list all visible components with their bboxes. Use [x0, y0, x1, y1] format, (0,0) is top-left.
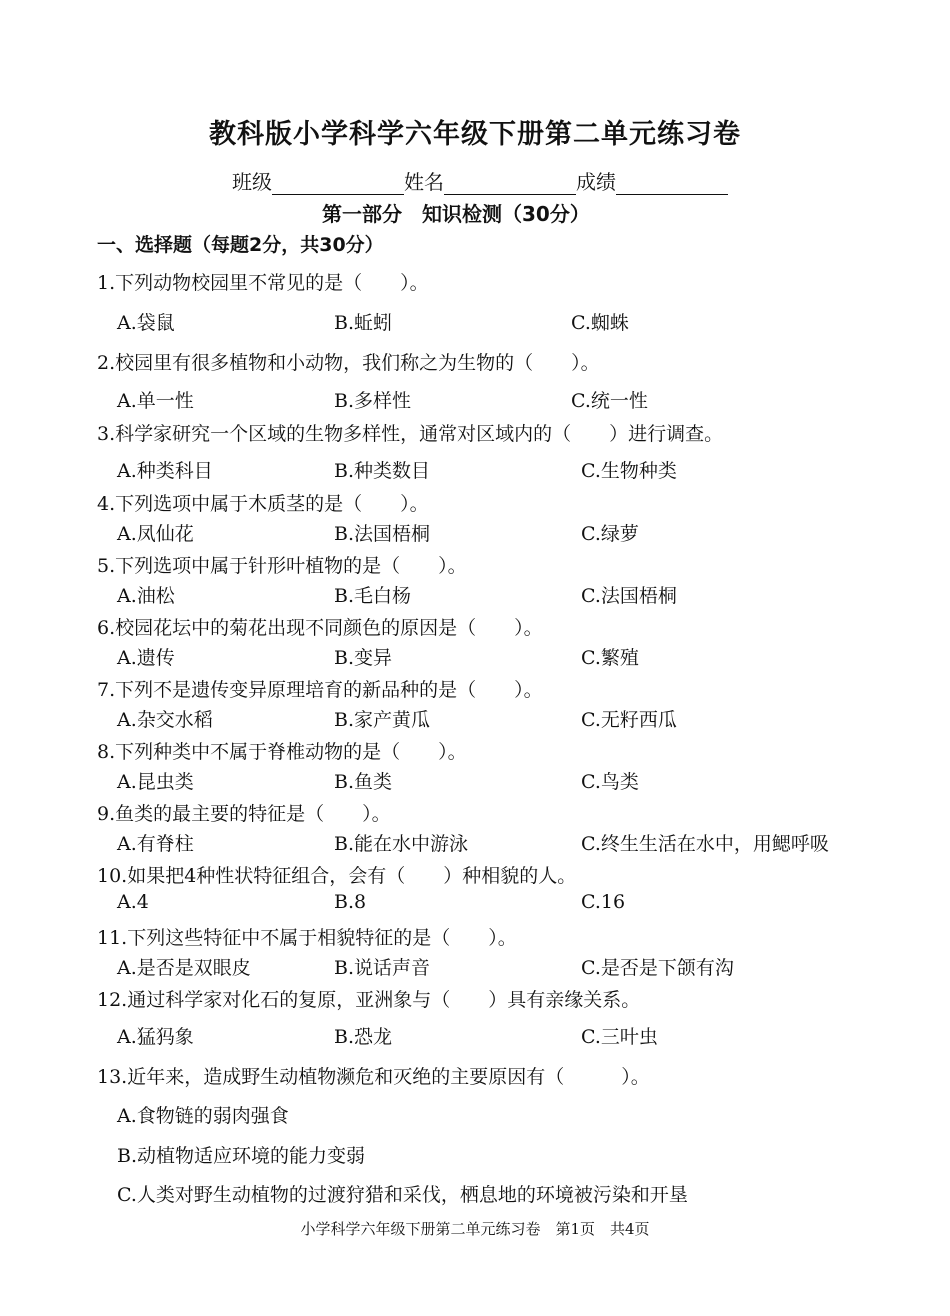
- option-a[interactable]: A.种类科目: [117, 460, 213, 482]
- option-c[interactable]: C.繁殖: [581, 647, 639, 669]
- option-b[interactable]: B.变异: [334, 647, 393, 669]
- page-footer: 小学科学六年级下册第二单元练习卷 第1页 共4页: [300, 1220, 650, 1238]
- question-stem: 8.下列种类中不属于脊椎动物的是（ ）。: [97, 741, 467, 763]
- option-b[interactable]: B.8: [334, 891, 367, 913]
- option-b[interactable]: B.能在水中游泳: [334, 833, 469, 855]
- student-info-line: [232, 166, 728, 195]
- option-b[interactable]: B.法国梧桐: [334, 523, 431, 545]
- option-b[interactable]: B.种类数目: [334, 460, 431, 482]
- question-stem: 12.通过科学家对化石的复原，亚洲象与（ ）具有亲缘关系。: [97, 989, 641, 1011]
- option-a[interactable]: A.昆虫类: [117, 771, 194, 793]
- name-label: 姓名: [404, 170, 444, 194]
- option-a[interactable]: A.杂交水稻: [117, 709, 213, 731]
- section-heading: 一、选择题（每题2分，共30分）: [97, 234, 384, 256]
- option-b[interactable]: B.蚯蚓: [334, 312, 393, 334]
- question-stem: 1.下列动物校园里不常见的是（ ）。: [97, 272, 429, 294]
- question-stem: 13.近年来，造成野生动植物濒危和灭绝的主要原因有（ ）。: [97, 1066, 650, 1088]
- question-stem: 10.如果把4种性状特征组合，会有（ ）种相貌的人。: [97, 865, 577, 887]
- option-c[interactable]: C.是否是下颌有沟: [581, 957, 734, 979]
- option-c[interactable]: C.鸟类: [581, 771, 639, 793]
- option-b[interactable]: B.鱼类: [334, 771, 393, 793]
- name-blank[interactable]: [444, 172, 576, 195]
- question-stem: 11.下列这些特征中不属于相貌特征的是（ ）。: [97, 927, 517, 949]
- question-stem: 3.科学家研究一个区域的生物多样性，通常对区域内的（ ）进行调查。: [97, 423, 724, 445]
- option-a[interactable]: A.4: [117, 891, 149, 913]
- part-heading: 第一部分 知识检测（30分）: [322, 202, 590, 226]
- option-c[interactable]: C.法国梧桐: [581, 585, 677, 607]
- option-c[interactable]: C.三叶虫: [581, 1026, 658, 1048]
- question-stem: 4.下列选项中属于木质茎的是（ ）。: [97, 493, 429, 515]
- option-a[interactable]: A.遗传: [117, 647, 175, 669]
- option-a[interactable]: A.油松: [117, 585, 175, 607]
- option-c[interactable]: C.生物种类: [581, 460, 677, 482]
- option-b[interactable]: B.多样性: [334, 390, 412, 412]
- option-a[interactable]: A.袋鼠: [117, 312, 175, 334]
- option-a[interactable]: A.单一性: [117, 390, 194, 412]
- question-stem: 5.下列选项中属于针形叶植物的是（ ）。: [97, 555, 467, 577]
- option-a[interactable]: A.是否是双眼皮: [117, 957, 251, 979]
- question-stem: 9.鱼类的最主要的特征是（ ）。: [97, 803, 391, 825]
- class-label: 班级: [232, 170, 272, 194]
- option-c[interactable]: C.统一性: [571, 390, 648, 412]
- option-b[interactable]: B.恐龙: [334, 1026, 393, 1048]
- option-a[interactable]: A.有脊柱: [117, 833, 194, 855]
- question-stem: 7.下列不是遗传变异原理培育的新品种的是（ ）。: [97, 679, 543, 701]
- option-c[interactable]: C.绿萝: [581, 523, 639, 545]
- option-c[interactable]: C.终生生活在水中，用鳃呼吸: [581, 833, 829, 855]
- option-b[interactable]: B.动植物适应环境的能力变弱: [117, 1145, 366, 1167]
- page-title: 教科版小学科学六年级下册第二单元练习卷: [209, 119, 741, 150]
- question-stem: 2.校园里有很多植物和小动物，我们称之为生物的（ ）。: [97, 352, 600, 374]
- class-blank[interactable]: [272, 172, 404, 195]
- option-b[interactable]: B.毛白杨: [334, 585, 412, 607]
- option-c[interactable]: C.蜘蛛: [571, 312, 629, 334]
- score-label: 成绩: [576, 170, 616, 194]
- option-a[interactable]: A.食物链的弱肉强食: [117, 1105, 289, 1127]
- option-c[interactable]: C.无籽西瓜: [581, 709, 677, 731]
- question-stem: 6.校园花坛中的菊花出现不同颜色的原因是（ ）。: [97, 617, 543, 639]
- score-blank[interactable]: [616, 172, 728, 195]
- option-b[interactable]: B.说话声音: [334, 957, 431, 979]
- option-a[interactable]: A.猛犸象: [117, 1026, 194, 1048]
- option-c[interactable]: C.人类对野生动植物的过渡狩猎和采伐，栖息地的环境被污染和开垦: [117, 1184, 688, 1206]
- option-b[interactable]: B.家产黄瓜: [334, 709, 431, 731]
- option-a[interactable]: A.凤仙花: [117, 523, 194, 545]
- option-c[interactable]: C.16: [581, 891, 626, 913]
